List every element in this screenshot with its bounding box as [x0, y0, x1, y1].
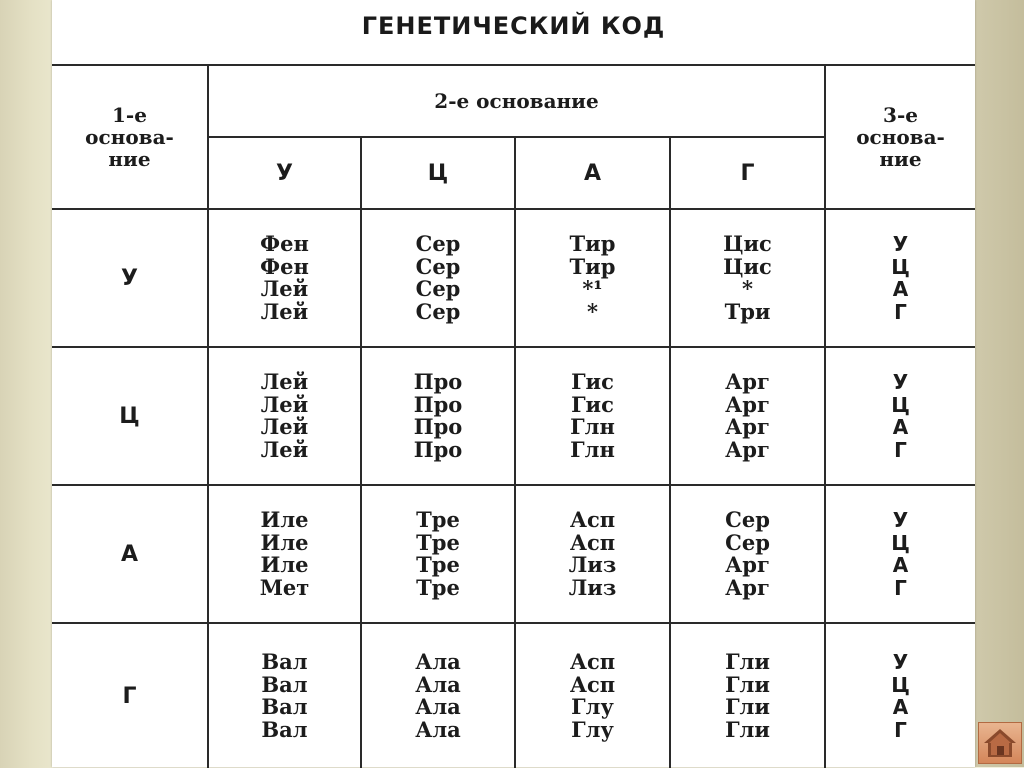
amino-acid: Ала — [415, 716, 461, 742]
third-base: Ц — [891, 530, 910, 555]
third-base: А — [892, 553, 909, 577]
codon-cell — [670, 209, 825, 347]
amino-acid: Арг — [725, 391, 770, 417]
third-base-header-text: 3-е основа- ние — [856, 103, 945, 171]
third-base-cell — [825, 485, 975, 623]
amino-acid: Три — [724, 298, 771, 324]
amino-acid: Вал — [261, 649, 308, 674]
third-base: А — [892, 695, 909, 719]
codon-cell — [208, 209, 361, 347]
amino-acid: Фен — [260, 231, 309, 256]
amino-acid: Лей — [260, 391, 309, 417]
amino-acid: Арг — [725, 436, 770, 462]
third-base: Ц — [891, 392, 910, 417]
genetic-code-table — [52, 64, 975, 768]
amino-acid: Ала — [415, 694, 461, 719]
amino-acid: Арг — [725, 414, 770, 439]
amino-acid: Арг — [725, 552, 770, 577]
amino-acid: Асп — [569, 671, 616, 697]
amino-acid: Про — [413, 436, 463, 462]
second-base-header: 2-е основание — [208, 65, 825, 137]
first-base-cell: Г — [52, 623, 208, 768]
table-row — [52, 485, 975, 623]
first-base-cell: У — [52, 209, 208, 347]
amino-acid: Гис — [571, 391, 614, 417]
amino-acid: Тре — [416, 529, 460, 555]
table-row — [52, 347, 975, 485]
table-row — [52, 209, 975, 347]
codon-cell — [208, 485, 361, 623]
home-icon — [979, 723, 1021, 763]
amino-acid: Про — [413, 391, 463, 417]
stop-codon-marker: * — [742, 276, 753, 301]
amino-acid: Арг — [725, 574, 770, 600]
amino-acid: Сер — [725, 529, 770, 555]
amino-acid: Лей — [260, 298, 309, 324]
stop-codon-marker: * — [587, 298, 598, 324]
third-base: Г — [894, 299, 907, 324]
third-base: У — [892, 232, 909, 256]
amino-acid: Тир — [569, 231, 616, 256]
third-base: А — [892, 277, 909, 301]
second-base-c: Ц — [361, 137, 515, 209]
third-base: Ц — [891, 254, 910, 279]
amino-acid: Гли — [725, 649, 770, 674]
third-base: У — [892, 508, 909, 532]
amino-acid: Фен — [260, 253, 309, 279]
amino-acid: Сер — [725, 507, 770, 532]
amino-acid: Гли — [725, 716, 770, 742]
third-base-cell — [825, 209, 975, 347]
second-base-g: Г — [670, 137, 825, 209]
amino-acid: Гис — [571, 369, 614, 394]
third-base-cell — [825, 623, 975, 768]
amino-acid: Вал — [261, 671, 308, 697]
slide-right-band — [975, 0, 1024, 767]
amino-acid: Сер — [415, 253, 461, 279]
codon-cell — [670, 485, 825, 623]
first-base-cell: Ц — [52, 347, 208, 485]
third-base-header — [825, 65, 975, 209]
amino-acid: Сер — [415, 276, 461, 301]
first-base-header-text: 1-е основа- ние — [85, 103, 174, 171]
amino-acid: Асп — [569, 649, 616, 674]
table-row — [52, 623, 975, 768]
codon-cell — [670, 623, 825, 768]
third-base: У — [892, 650, 909, 674]
amino-acid: Ала — [415, 671, 461, 697]
amino-acid: Глн — [570, 436, 615, 462]
amino-acid: Асп — [569, 529, 616, 555]
third-base: У — [892, 370, 909, 394]
amino-acid: Глн — [570, 414, 615, 439]
amino-acid: Иле — [260, 507, 309, 532]
second-base-u: У — [208, 137, 361, 209]
codon-cell — [361, 623, 515, 768]
amino-acid: Тир — [569, 253, 616, 279]
amino-acid: Цис — [723, 231, 772, 256]
amino-acid: Тре — [416, 552, 460, 577]
amino-acid: Ала — [415, 649, 461, 674]
codon-cell — [515, 623, 670, 768]
codon-cell — [515, 485, 670, 623]
amino-acid: Лей — [260, 414, 309, 439]
third-base: А — [892, 415, 909, 439]
amino-acid: Мет — [259, 574, 310, 600]
amino-acid: Про — [413, 414, 463, 439]
codon-cell — [208, 347, 361, 485]
codon-cell — [670, 347, 825, 485]
amino-acid: Лиз — [568, 574, 617, 600]
amino-acid: Асп — [569, 507, 616, 532]
third-base: Ц — [891, 672, 910, 697]
amino-acid: Цис — [723, 253, 772, 279]
stop-codon-marker: *¹ — [582, 276, 603, 301]
codon-cell — [208, 623, 361, 768]
amino-acid: Гли — [725, 671, 770, 697]
third-base-cell — [825, 347, 975, 485]
amino-acid: Иле — [260, 552, 309, 577]
amino-acid: Арг — [725, 369, 770, 394]
amino-acid: Тре — [416, 574, 460, 600]
first-base-cell: А — [52, 485, 208, 623]
genetic-code-sheet — [52, 0, 975, 767]
amino-acid: Лиз — [568, 552, 617, 577]
codon-cell — [515, 347, 670, 485]
first-base-header — [52, 65, 208, 209]
codon-cell — [515, 209, 670, 347]
amino-acid: Лей — [260, 369, 309, 394]
amino-acid: Вал — [261, 716, 308, 742]
amino-acid: Сер — [415, 231, 461, 256]
third-base: Г — [894, 717, 907, 742]
codon-cell — [361, 347, 515, 485]
amino-acid: Лей — [260, 436, 309, 462]
amino-acid: Глу — [571, 694, 614, 719]
amino-acid: Вал — [261, 694, 308, 719]
third-base: Г — [894, 575, 907, 600]
home-button[interactable] — [978, 722, 1022, 764]
codon-cell — [361, 485, 515, 623]
amino-acid: Сер — [415, 298, 461, 324]
amino-acid: Иле — [260, 529, 309, 555]
codon-cell — [361, 209, 515, 347]
amino-acid: Гли — [725, 694, 770, 719]
amino-acid: Про — [413, 369, 463, 394]
second-base-a: А — [515, 137, 670, 209]
page-title: ГЕНЕТИЧЕСКИЙ КОД — [361, 12, 666, 40]
amino-acid: Лей — [260, 276, 309, 301]
third-base: Г — [894, 437, 907, 462]
amino-acid: Глу — [571, 716, 614, 742]
amino-acid: Тре — [416, 507, 460, 532]
